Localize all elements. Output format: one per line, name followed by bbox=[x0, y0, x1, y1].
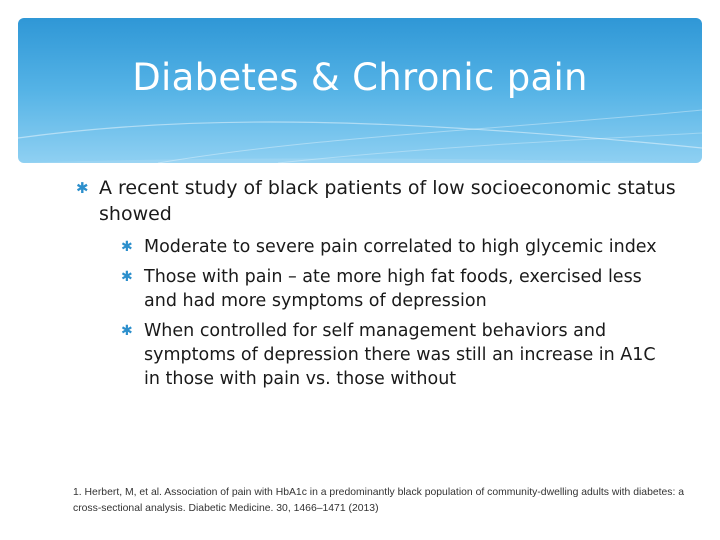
sub-bullet-text: Those with pain – ate more high fat foods, exercised less and had more symptoms of depression bbox=[144, 267, 642, 311]
main-bullet-item bbox=[76, 175, 676, 391]
main-bullet-text: A recent study of black patients of low socioeconomic status showed bbox=[99, 177, 676, 225]
sub-bullet-list bbox=[99, 235, 676, 391]
star-bullet-icon: ✱ bbox=[121, 269, 133, 285]
star-bullet-icon: ✱ bbox=[121, 239, 133, 255]
sub-bullet-item bbox=[121, 265, 676, 313]
sub-bullet-text: When controlled for self management behaviors and symptoms of depression there was still an increase in A1C in those with pain vs. those without bbox=[144, 321, 656, 389]
sub-bullet-item bbox=[121, 319, 676, 391]
sub-bullet-item bbox=[121, 235, 676, 259]
reference-citation: 1. Herbert, M, et al. Association of pain with HbA1c in a predominantly black population of community-dwelling adults with diabetes: a cross-sectional analysis. Diabetic Medicine. 30, 1466–1471 (2013) bbox=[73, 487, 685, 514]
bullet-list bbox=[76, 175, 676, 397]
star-bullet-icon: ✱ bbox=[76, 179, 89, 197]
star-bullet-icon: ✱ bbox=[121, 323, 133, 339]
sub-bullet-text: Moderate to severe pain correlated to high glycemic index bbox=[144, 237, 657, 257]
slide-title: Diabetes & Chronic pain bbox=[132, 56, 588, 99]
